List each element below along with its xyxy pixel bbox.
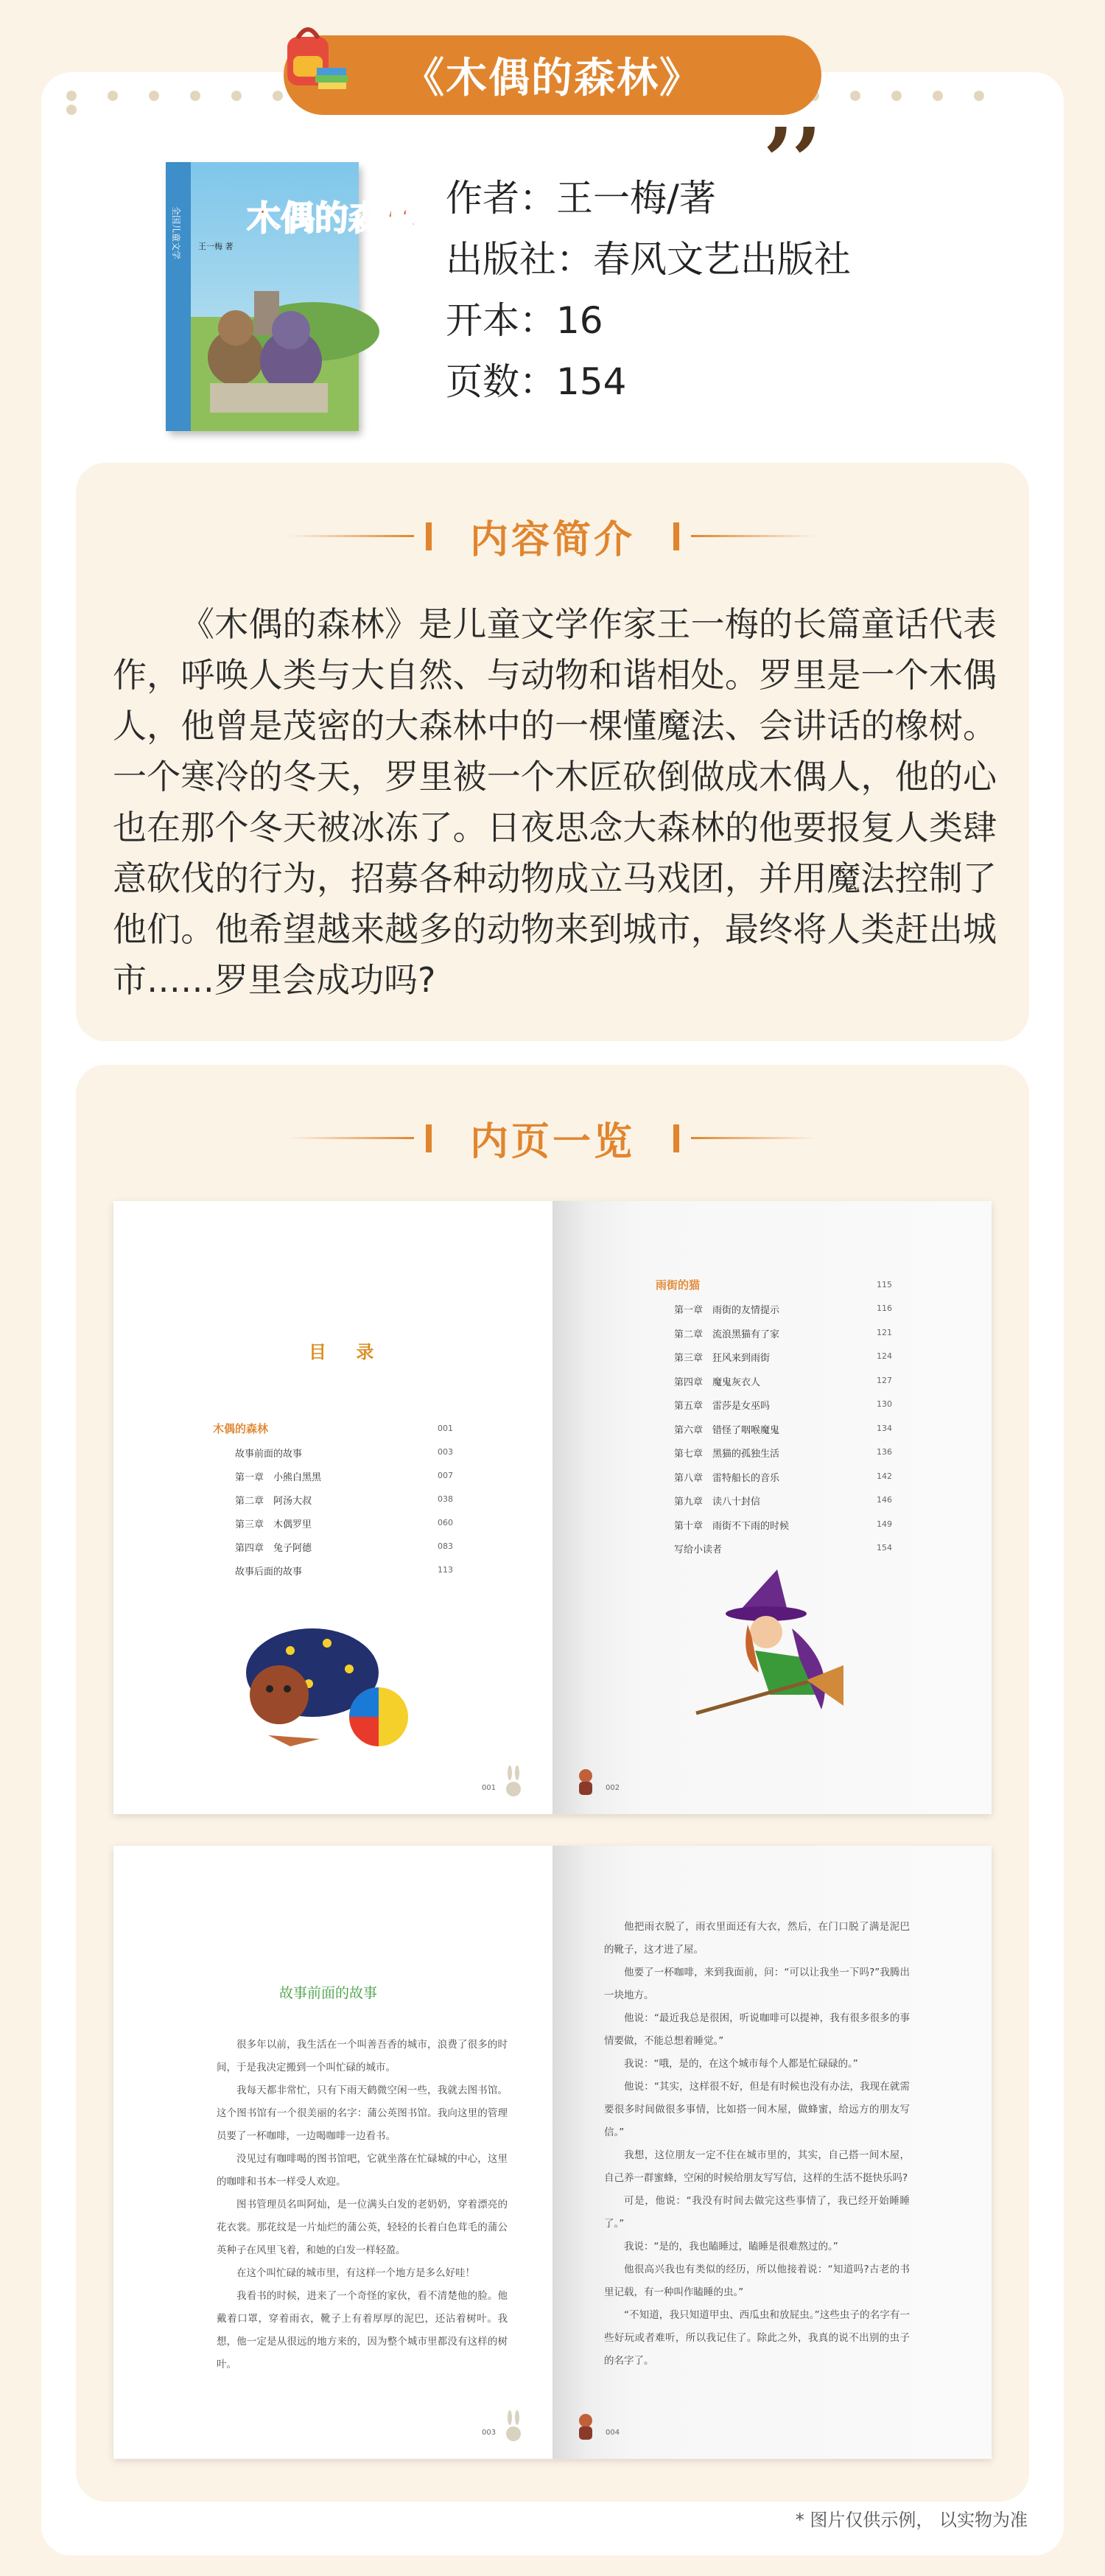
toc-entry-page: 124 [877, 1351, 892, 1361]
toc-entry: 第二章 流浪黑猫有了家 [674, 1329, 780, 1340]
toc-entry: 第七章 黑猫的孤独生活 [674, 1449, 780, 1460]
toc-right-page [552, 1201, 992, 1814]
toc-book-page: 001 [438, 1424, 453, 1433]
toc-entry: 第十章 雨街不下雨的时候 [674, 1520, 790, 1532]
toc-left-page-number: 001 [482, 1784, 497, 1792]
story-paragraph: 他把雨衣脱了，雨衣里面还有大衣，然后，在门口脱了满是泥巴的靴子，这才进了屋。 [604, 1921, 910, 1956]
toc-entry: 第三章 狂风来到雨街 [674, 1353, 771, 1364]
toc-entry: 第三章 木偶罗里 [235, 1519, 312, 1530]
intro-panel [76, 463, 1029, 1041]
bear-illustration [239, 1606, 415, 1754]
toc-book-title: 木偶的森林 [213, 1422, 269, 1435]
toc-entry-page: 007 [438, 1471, 453, 1480]
story-paragraph: 我每天都非常忙，只有下雨天鹤微空闲一些，我就去图书馆。这个图书馆有一个很美丽的名字：蒲公英图书馆。我向这里的管理员要了一杯咖啡，一边喝咖啡一边看书。 [217, 2085, 508, 2142]
story-right-page-number: 004 [606, 2429, 620, 2437]
preview-heading-text: 内页一览 [469, 1120, 635, 1164]
toc-entry: 故事前面的故事 [235, 1449, 303, 1460]
toc-entry-page: 154 [877, 1543, 892, 1553]
story-paragraph: 我想，这位朋友一定不住在城市里的，其实，自己搭一间木屋，自己养一群蜜蜂，空闲的时候给朋友写写信，这样的生活不挺快乐吗? [604, 2149, 910, 2184]
story-paragraph: 他要了一杯咖啡，来到我面前，问：“可以让我坐一下吗?”我腾出一块地方。 [604, 1967, 910, 2001]
story-right-page [552, 1846, 992, 2459]
intro-heading [76, 508, 1029, 564]
toc-entry-page: 060 [438, 1518, 453, 1527]
toc-entry-page: 134 [877, 1423, 892, 1433]
story-paragraph: 没见过有咖啡喝的图书馆吧，它就坐落在忙碌城的中心，这里的咖啡和书本一样受人欢迎。 [217, 2153, 508, 2188]
story-paragraph: 我说：“是的，我也瞌睡过，瞌睡是很难熬过的。” [624, 2241, 838, 2253]
book-title: 《木偶的森林》 [403, 55, 702, 102]
toc-entry: 第八章 雷特船长的音乐 [674, 1472, 780, 1484]
story-paragraph: 在这个叫忙碌的城市里，有这样一个地方是多么好哇！ [236, 2267, 475, 2279]
rabbit-icon [502, 2410, 525, 2443]
book-cover-image [166, 162, 416, 431]
toc-entry: 第一章 雨街的友情提示 [674, 1305, 780, 1316]
toc-entry: 第四章 魔鬼灰衣人 [674, 1376, 761, 1388]
toc-entry-page: 113 [438, 1565, 453, 1575]
schoolbag-icon [265, 13, 354, 102]
preview-heading [76, 1110, 1029, 1166]
toc-right-book-title: 雨街的猫 [656, 1278, 701, 1292]
info-pages: 页数：154 [446, 360, 627, 403]
story-left-page-number: 003 [482, 2429, 497, 2437]
info-author: 作者：王一梅/著 [446, 177, 716, 220]
story-paragraph: 他说：“最近我总是很困，听说咖啡可以提神，我有很多很多的事情要做，不能总想着睡觉。” [604, 2012, 910, 2047]
intro-heading-text: 内容简介 [469, 518, 635, 562]
character-icon [575, 2410, 597, 2443]
toc-entry-page: 083 [438, 1541, 453, 1551]
preview-panel [76, 1065, 1029, 2502]
toc-entry: 第六章 错怪了咽喉魔鬼 [674, 1424, 780, 1436]
witch-illustration [696, 1569, 843, 1739]
book-info [446, 168, 851, 413]
toc-entry-page: 136 [877, 1447, 892, 1457]
toc-entry-page: 146 [877, 1495, 892, 1505]
toc-right-page-number: 002 [606, 1784, 620, 1792]
toc-entry-page: 142 [877, 1471, 892, 1481]
cover-author: 王一梅 著 [198, 242, 234, 251]
info-format: 开本：16 [446, 299, 603, 342]
toc-entry: 第五章 雷莎是女巫吗 [674, 1401, 771, 1412]
quote-mark-icon: ,, [766, 63, 823, 158]
book-title-banner [284, 35, 821, 115]
story-left-text [217, 2034, 508, 2376]
toc-entry-page: 116 [877, 1303, 892, 1313]
info-publisher: 出版社：春风文艺出版社 [446, 238, 851, 281]
toc-left-page [113, 1201, 552, 1814]
toc-entry-page: 121 [877, 1327, 892, 1337]
toc-entry: 第一章 小熊白黑黑 [235, 1472, 322, 1483]
story-paragraph: 我看书的时候，进来了一个奇怪的家伙，看不清楚他的脸。他戴着口罩，穿着雨衣，靴子上有着厚厚的泥巴，还沾着树叶。我想，他一定是从很远的地方来的，因为整个城市里都没有这样的树叶。 [217, 2290, 508, 2370]
story-left-page [113, 1846, 552, 2459]
toc-entry: 第九章 读八十封信 [674, 1497, 761, 1508]
story-paragraph: 他说：“其实，这样很不好，但是有时候也没有办法，我现在就需要很多时间做很多事情，比如搭一间木屋，做蜂蜜，给远方的朋友写信。” [604, 2081, 910, 2138]
story-paragraph: 他很高兴我也有类似的经历，所以他接着说：“知道吗?古老的书里记载，有一种叫作瞌睡的虫。” [604, 2264, 910, 2298]
toc-entry: 第四章 兔子阿德 [235, 1543, 312, 1554]
cover-series: 全国儿童文学 [171, 206, 181, 260]
story-paragraph: 图书管理员名叫阿灿，是一位满头白发的老奶奶，穿着漂亮的花衣裳。那花纹是一片灿烂的蒲公英，轻轻的长着白色茸毛的蒲公英种子在风里飞着，和她的白发一样轻盈。 [217, 2199, 508, 2256]
toc-entry: 第二章 阿汤大叔 [235, 1496, 312, 1507]
story-title: 故事前面的故事 [279, 1985, 378, 2001]
toc-entry-page: 149 [877, 1519, 892, 1529]
toc-entry-page: 127 [877, 1375, 892, 1385]
toc-entry-page: 003 [438, 1447, 453, 1457]
toc-spread [113, 1201, 992, 1814]
toc-entry: 写给小读者 [674, 1544, 723, 1555]
intro-text: 《木偶的森林》是儿童文学作家王一梅的长篇童话代表作，呼唤人类与大自然、与动物和谐相处。罗里是一个木偶人，他曾是茂密的大森林中的一棵懂魔法、会讲话的橡树。一个寒冷的冬天，罗里被一个木匠砍倒做成木偶人，他的心也在那个冬天被冰冻了。日夜思念大森林的他要报复人类肆意砍伐的行为，招募各种动物成立马戏团，并用魔法控制了他们。他希望越来越多的动物来到城市，最终将人类赶出城市……罗里会成功吗? [113, 604, 997, 1000]
footnote: * 图片仅供示例， 以实物为准 [795, 2510, 1028, 2530]
story-paragraph: 可是，他说：“我没有时间去做完这些事情了，我已经开始睡睡了。” [604, 2195, 910, 2230]
cover-title: 木偶的森林 [247, 198, 416, 238]
toc-right-book-page: 115 [877, 1280, 892, 1289]
story-paragraph: 我说：“哦，是的，在这个城市每个人都是忙碌碌的。” [624, 2058, 858, 2070]
character-icon [575, 1765, 597, 1798]
story-spread [113, 1846, 992, 2459]
toc-entry: 故事后面的故事 [235, 1567, 303, 1578]
story-paragraph: 很多年以前，我生活在一个叫善吾香的城市，浪费了很多的时间，于是我决定搬到一个叫忙碌的城市。 [217, 2039, 508, 2073]
story-right-text [604, 1916, 910, 2373]
toc-entry-page: 130 [877, 1399, 892, 1409]
story-paragraph: “不知道，我只知道甲虫、西瓜虫和放屁虫。”这些虫子的名字有一些好玩或者难听，所以我记住了。除此之外，我真的说不出别的虫子的名字了。 [604, 2309, 910, 2367]
toc-title: 目 录 [309, 1342, 386, 1362]
rabbit-icon [502, 1765, 525, 1798]
toc-entry-page: 038 [438, 1494, 453, 1504]
